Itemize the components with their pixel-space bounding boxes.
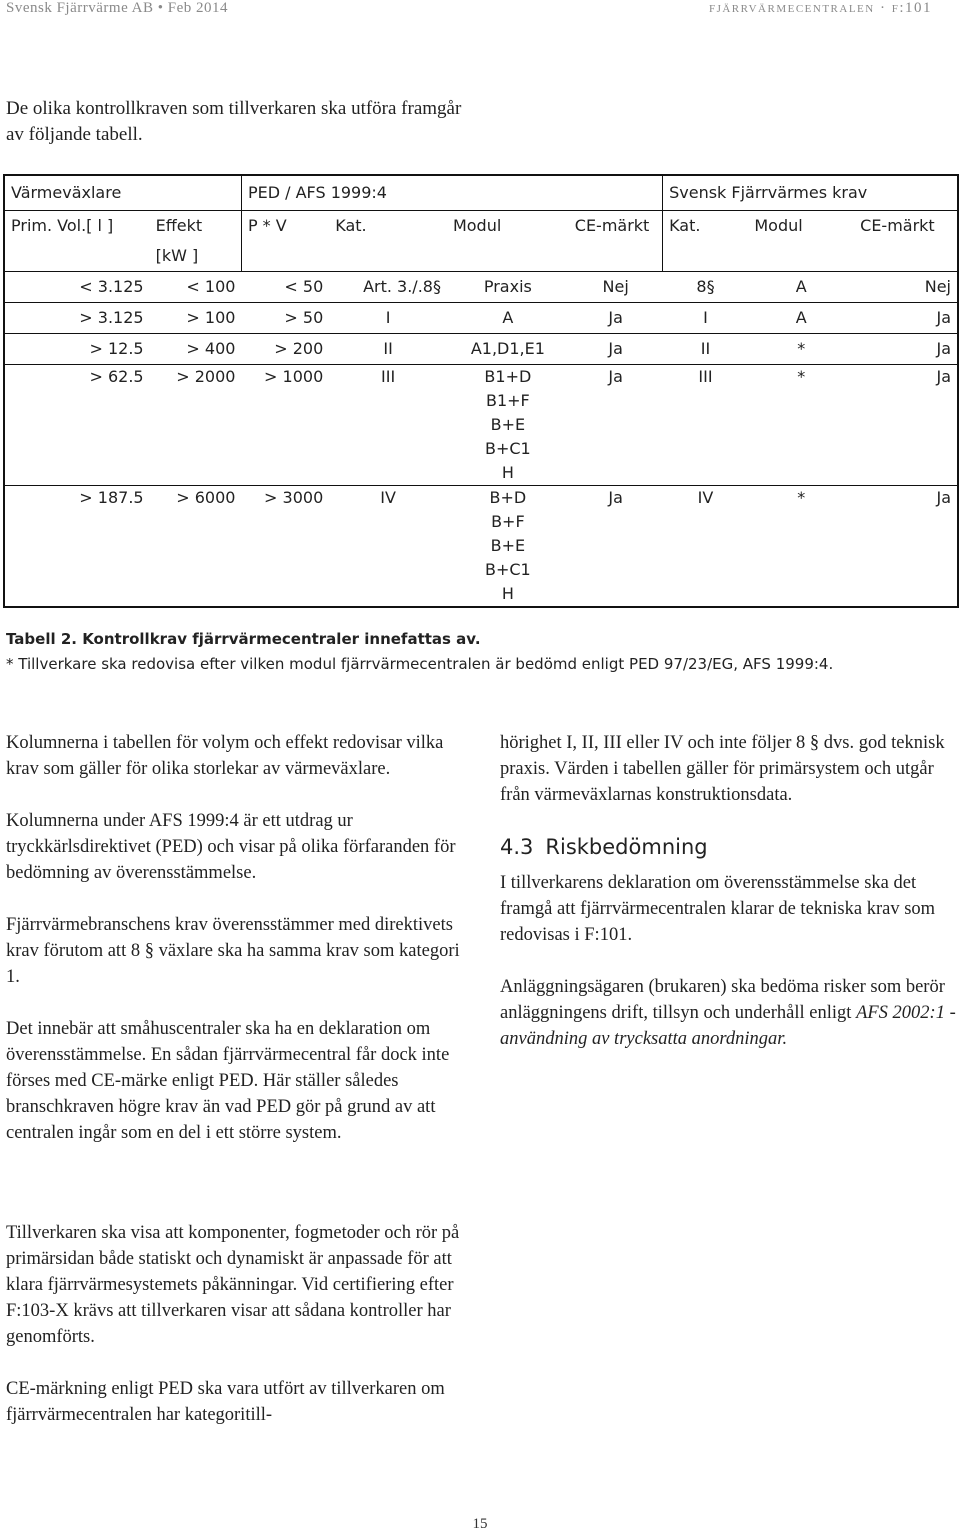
modul-line: H: [501, 584, 514, 603]
paragraph: Kolumnerna under AFS 1999:4 är ett utdrag ur tryckkärlsdirektivet (PED) och visar på olika förfaranden för bedömning av överensstämmelse.: [6, 811, 456, 883]
left-column: [6, 730, 466, 1172]
cell-vol: > 12.5: [4, 334, 150, 365]
modul-line: B+F: [491, 512, 525, 531]
paragraph: Kolumnerna i tabellen för volym och effekt redovisar vilka krav som gäller för olika storlekar av värmeväxlare.: [6, 733, 444, 779]
group-ped-afs: PED / AFS 1999:4: [241, 175, 662, 211]
cell-sf-modul: *: [748, 334, 854, 365]
cell-vol: > 3.125: [4, 303, 150, 334]
cell-sf-ce: Nej: [854, 272, 958, 303]
group-vaermevaexlare: Värmeväxlare: [4, 175, 241, 211]
section-number: 4.3: [500, 835, 534, 859]
paragraph: hörighet I, II, III eller IV och inte följer 8 § dvs. god teknisk praxis. Värden i tabellen gäller för primärsystem och utgår från värmeväxlarnas konstruktionsdata.: [500, 733, 945, 805]
cell-effekt: > 400: [150, 334, 242, 365]
cell-ce: Ja: [569, 303, 663, 334]
kontrollkrav-table: [3, 174, 959, 608]
cell-sf-kat: IV: [663, 486, 749, 608]
col-prim-vol: Prim. Vol.[ l ]: [4, 211, 150, 272]
paragraph: Fjärrvärmebranschens krav överensstämmer med direktivets krav förutom att 8 § växlare ska ha samma krav som kategori 1.: [6, 915, 460, 987]
cell-effekt: < 100: [150, 272, 242, 303]
cell-kat: Art. 3./.8§: [329, 272, 447, 303]
cell-kat: III: [329, 365, 447, 486]
col-sf-kat: Kat.: [663, 211, 749, 272]
paragraph-text: Anläggningsägaren (brukaren) ska bedöma risker som berör anläggningens drift, tillsyn och underhåll enligt: [500, 977, 945, 1023]
cell-modul: A1,D1,E1: [447, 334, 569, 365]
cell-effekt: > 6000: [150, 486, 242, 608]
cell-ce: Nej: [569, 272, 663, 303]
table-caption: Tabell 2. Kontrollkrav fjärrvärmecentraler innefattas av.: [6, 630, 481, 648]
modul-line: B+C1: [484, 439, 531, 458]
cell-sf-kat: II: [663, 334, 749, 365]
modul-line: B1+D: [484, 367, 532, 386]
paragraph: [500, 974, 960, 1052]
cell-effekt: > 2000: [150, 365, 242, 486]
regulation-reference: AFS 2002:1 - användning av trycksatta anordningar.: [500, 1003, 956, 1049]
cell-modul: [447, 365, 569, 486]
paragraph: CE-märkning enligt PED ska vara utfört av tillverkaren om fjärrvärmecentralen har kategoritill-: [6, 1379, 445, 1425]
cell-ce: Ja: [569, 486, 663, 608]
table-row: [4, 334, 958, 365]
section-heading: [500, 834, 960, 860]
cell-sf-kat: III: [663, 365, 749, 486]
col-p-v: P * V: [241, 211, 329, 272]
cell-vol: > 187.5: [4, 486, 150, 608]
cell-modul: A: [447, 303, 569, 334]
cell-sf-ce: Ja: [854, 303, 958, 334]
cell-sf-modul: A: [748, 272, 854, 303]
modul-line: B+C1: [484, 560, 531, 579]
cell-pv: > 200: [241, 334, 329, 365]
right-column: [500, 730, 960, 1078]
cell-sf-kat: 8§: [663, 272, 749, 303]
cell-pv: < 50: [241, 272, 329, 303]
paragraph: I tillverkarens deklaration om överensstämmelse ska det framgå att fjärrvärmecentralen klarar de tekniska krav som redovisas i F:101.: [500, 873, 936, 945]
left-column-lower: [6, 1220, 466, 1454]
document-header-left: Svensk Fjärrvärme AB • Feb 2014: [6, 0, 228, 16]
table-row: [4, 303, 958, 334]
cell-pv: > 3000: [241, 486, 329, 608]
cell-modul: [447, 486, 569, 608]
cell-sf-ce: Ja: [854, 334, 958, 365]
cell-pv: > 1000: [241, 365, 329, 486]
cell-kat: II: [329, 334, 447, 365]
intro-paragraph: De olika kontrollkraven som tillverkaren ska utföra framgår av följande tabell.: [6, 98, 462, 145]
table-column-header: [4, 211, 958, 272]
cell-sf-modul: *: [748, 365, 854, 486]
section-title: Riskbedömning: [545, 835, 708, 859]
col-effekt: Effekt [kW ]: [150, 211, 242, 272]
table-row: [4, 486, 958, 608]
table-footnote: * Tillverkare ska redovisa efter vilken modul fjärrvärmecentralen är bedömd enligt PED 97/23/EG, AFS 1999:4.: [6, 655, 834, 673]
col-ce-maerkt: CE-märkt: [569, 211, 663, 272]
group-svensk-fjaerrvaerme: Svensk Fjärrvärmes krav: [663, 175, 958, 211]
cell-sf-ce: Ja: [854, 486, 958, 608]
cell-effekt: > 100: [150, 303, 242, 334]
table-row: [4, 365, 958, 486]
modul-line: B+E: [490, 415, 526, 434]
paragraph: Det innebär att småhuscentraler ska ha en deklaration om överensstämmelse. En sådan fjärrvärmecentral får dock inte förses med CE-märke enligt PED. Här ställer således branschkraven högre krav än vad PED gör på grund av att centralen ingår som en del i ett större system.: [6, 1019, 450, 1143]
modul-line: B+E: [490, 536, 526, 555]
cell-sf-kat: I: [663, 303, 749, 334]
document-header-right: fjärrvärmecentralen · f:101: [708, 0, 932, 16]
paragraph: Tillverkaren ska visa att komponenter, fogmetoder och rör på primärsidan både statiskt och dynamiskt är anpassade för att klara fjärrvärmesystemets påkänningar. Vid certifiering efter F:103-X krävs att tillverkaren visar att sådana kontroller har genomförts.: [6, 1223, 460, 1347]
cell-kat: I: [329, 303, 447, 334]
col-sf-ce-maerkt: CE-märkt: [854, 211, 958, 272]
col-modul: Modul: [447, 211, 569, 272]
cell-vol: < 3.125: [4, 272, 150, 303]
cell-ce: Ja: [569, 334, 663, 365]
col-kat: Kat.: [329, 211, 447, 272]
modul-line: H: [501, 463, 514, 482]
modul-line: B1+F: [485, 391, 530, 410]
table-row: [4, 272, 958, 303]
cell-modul: Praxis: [447, 272, 569, 303]
cell-vol: > 62.5: [4, 365, 150, 486]
cell-sf-modul: A: [748, 303, 854, 334]
modul-line: B+D: [489, 488, 527, 507]
cell-kat: IV: [329, 486, 447, 608]
cell-sf-ce: Ja: [854, 365, 958, 486]
cell-ce: Ja: [569, 365, 663, 486]
cell-sf-modul: *: [748, 486, 854, 608]
col-sf-modul: Modul: [748, 211, 854, 272]
table-group-header: [4, 175, 958, 211]
cell-pv: > 50: [241, 303, 329, 334]
page-number: 15: [472, 1516, 488, 1532]
